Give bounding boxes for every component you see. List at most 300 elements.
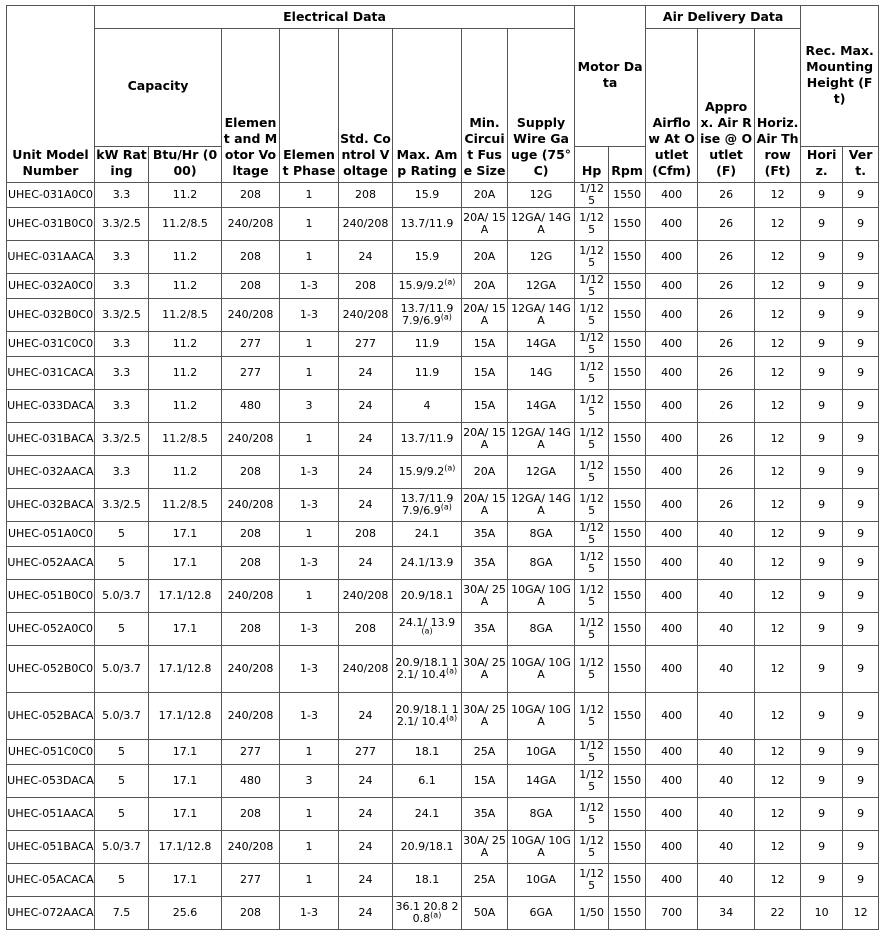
cell-control-voltage-text: 277: [355, 337, 376, 350]
cell-air-throw: [755, 208, 801, 241]
cell-airflow: [646, 646, 698, 693]
cell-mount-horiz: [801, 613, 843, 646]
cell-fuse-size-text: 35A: [473, 556, 496, 569]
cell-air-rise: [698, 693, 755, 740]
footnote-marker: (a): [430, 910, 442, 920]
cell-airflow-text: 400: [661, 709, 683, 722]
cell-air-rise: [698, 522, 755, 547]
cell-airflow-text: 700: [661, 906, 683, 919]
cell-wire-gauge: [508, 646, 575, 693]
cell-phase: [280, 798, 339, 831]
cell-model-number: [7, 864, 95, 897]
cell-kw-rating: [95, 522, 149, 547]
cell-mount-vert: [843, 580, 879, 613]
cell-rpm: [609, 580, 646, 613]
cell-airflow-text: 400: [661, 589, 683, 602]
cell-model-number: [7, 299, 95, 332]
cell-model-number: [7, 522, 95, 547]
cell-max-amp-text: 36.1 20.8 20.8: [395, 900, 459, 925]
cell-airflow: [646, 423, 698, 456]
cell-voltage-text: 208: [240, 188, 261, 201]
cell-airflow: [646, 831, 698, 864]
cell-fuse-size: [462, 613, 508, 646]
cell-rpm-text: 1550: [613, 250, 642, 263]
cell-voltage-text: 240/208: [227, 308, 274, 321]
cell-phase: [280, 299, 339, 332]
cell-btu-hr-text: 11.2: [172, 250, 198, 263]
cell-max-amp-text: 15.9: [414, 188, 440, 201]
cell-control-voltage-text: 24: [358, 807, 373, 820]
cell-btu-hr-text: 25.6: [172, 906, 198, 919]
cell-wire-gauge-text: 10GA/ 10GA: [511, 703, 571, 728]
cell-fuse-size-text: 20A: [473, 250, 496, 263]
cell-air-rise: [698, 580, 755, 613]
cell-mount-horiz: [801, 208, 843, 241]
table-row: [7, 613, 879, 646]
cell-control-voltage: [339, 390, 393, 423]
cell-mount-horiz: [801, 299, 843, 332]
cell-mount-horiz-text: 9: [818, 873, 826, 886]
cell-max-amp: [393, 580, 462, 613]
cell-max-amp: [393, 864, 462, 897]
cell-airflow: [646, 489, 698, 522]
cell-max-amp: [393, 299, 462, 332]
cell-air-throw-text: 12: [770, 432, 785, 445]
cell-airflow-text: 400: [661, 217, 683, 230]
cell-kw-rating: [95, 580, 149, 613]
cell-mount-horiz: [801, 740, 843, 765]
cell-airflow-text: 400: [661, 188, 683, 201]
cell-voltage: [222, 299, 280, 332]
cell-phase-text: 3: [305, 399, 313, 412]
cell-voltage: [222, 547, 280, 580]
cell-fuse-size: [462, 489, 508, 522]
cell-rpm: [609, 765, 646, 798]
cell-kw-rating-text: 5: [118, 527, 125, 540]
cell-airflow-text: 400: [661, 465, 683, 478]
cell-air-throw-text: 12: [770, 465, 785, 478]
cell-fuse-size: [462, 299, 508, 332]
cell-airflow-text: 400: [661, 527, 683, 540]
cell-mount-horiz: [801, 183, 843, 208]
cell-mount-horiz-text: 9: [818, 774, 826, 787]
cell-voltage-text: 240/208: [227, 662, 274, 675]
cell-btu-hr-text: 11.2/8.5: [162, 498, 208, 511]
cell-rpm: [609, 831, 646, 864]
cell-mount-horiz-text: 9: [818, 399, 826, 412]
cell-voltage: [222, 897, 280, 930]
cell-air-throw: [755, 183, 801, 208]
cell-voltage: [222, 798, 280, 831]
cell-max-amp-text: 15.9: [414, 250, 440, 263]
cell-air-throw-text: 12: [770, 774, 785, 787]
cell-hp: [575, 646, 609, 693]
cell-air-rise-text: 26: [719, 188, 734, 201]
cell-max-amp-text: 15.9/9.2: [398, 279, 445, 292]
cell-btu-hr-text: 11.2: [172, 465, 198, 478]
cell-max-amp: [393, 208, 462, 241]
cell-hp-text: 1/125: [579, 182, 604, 207]
header-air-rise: Approx. Air Rise @ Outlet (F): [698, 29, 755, 183]
cell-control-voltage-text: 24: [358, 498, 373, 511]
cell-rpm: [609, 798, 646, 831]
cell-hp: [575, 332, 609, 357]
cell-rpm-text: 1550: [613, 188, 642, 201]
cell-mount-vert: [843, 208, 879, 241]
cell-phase: [280, 332, 339, 357]
cell-btu-hr-text: 17.1/12.8: [158, 709, 212, 722]
cell-control-voltage-text: 24: [358, 556, 373, 569]
table-row: [7, 241, 879, 274]
cell-fuse-size: [462, 423, 508, 456]
cell-fuse-size-text: 30A/ 25A: [463, 656, 506, 681]
cell-fuse-size-text: 30A/ 25A: [463, 703, 506, 728]
cell-control-voltage: [339, 357, 393, 390]
cell-hp-text: 1/125: [579, 492, 604, 517]
cell-voltage-text: 208: [240, 527, 261, 540]
cell-phase: [280, 208, 339, 241]
cell-max-amp-text: 20.9/18.1: [400, 840, 454, 853]
cell-btu-hr: [149, 740, 222, 765]
cell-voltage-text: 208: [240, 250, 261, 263]
cell-max-amp-text: 18.1: [414, 745, 440, 758]
cell-air-throw-text: 22: [770, 906, 785, 919]
cell-btu-hr-text: 17.1/12.8: [158, 840, 212, 853]
cell-hp-text: 1/125: [579, 656, 604, 681]
cell-fuse-size-text: 20A/ 15A: [463, 492, 506, 517]
cell-voltage: [222, 765, 280, 798]
cell-airflow: [646, 456, 698, 489]
cell-phase: [280, 740, 339, 765]
cell-voltage-text: 208: [240, 465, 261, 478]
cell-rpm-text: 1550: [613, 527, 642, 540]
cell-rpm-text: 1550: [613, 279, 642, 292]
cell-hp-text: 1/125: [579, 426, 604, 451]
cell-max-amp: [393, 423, 462, 456]
cell-mount-horiz-text: 9: [818, 337, 826, 350]
cell-fuse-size: [462, 798, 508, 831]
table-row: [7, 332, 879, 357]
cell-airflow-text: 400: [661, 337, 683, 350]
cell-air-throw: [755, 613, 801, 646]
cell-wire-gauge: [508, 547, 575, 580]
cell-kw-rating-text: 3.3/2.5: [102, 308, 141, 321]
cell-control-voltage-text: 24: [358, 432, 373, 445]
cell-phase-text: 1: [305, 337, 313, 350]
cell-air-throw-text: 12: [770, 622, 785, 635]
cell-rpm-text: 1550: [613, 556, 642, 569]
cell-fuse-size: [462, 456, 508, 489]
cell-voltage: [222, 489, 280, 522]
cell-voltage-text: 240/208: [227, 840, 274, 853]
cell-air-rise-text: 26: [719, 432, 734, 445]
cell-wire-gauge: [508, 274, 575, 299]
cell-max-amp-text: 6.1: [418, 774, 436, 787]
cell-phase: [280, 390, 339, 423]
cell-btu-hr: [149, 798, 222, 831]
cell-model-number-text: UHEC-031A0C0: [7, 188, 94, 201]
cell-mount-horiz: [801, 864, 843, 897]
cell-airflow-text: 400: [661, 432, 683, 445]
cell-mount-horiz-text: 9: [818, 807, 826, 820]
cell-voltage-text: 208: [240, 906, 261, 919]
cell-kw-rating: [95, 864, 149, 897]
cell-max-amp-text: 24.1/13.9: [400, 556, 454, 569]
cell-voltage: [222, 580, 280, 613]
cell-hp-text: 1/125: [579, 302, 604, 327]
table-row: [7, 456, 879, 489]
cell-max-amp: [393, 613, 462, 646]
cell-mount-horiz-text: 10: [814, 906, 829, 919]
cell-control-voltage-text: 24: [358, 399, 373, 412]
cell-btu-hr: [149, 208, 222, 241]
cell-mount-horiz-text: 9: [818, 745, 826, 758]
cell-btu-hr: [149, 183, 222, 208]
cell-control-voltage: [339, 798, 393, 831]
cell-voltage-text: 208: [240, 807, 261, 820]
cell-phase-text: 3: [305, 774, 313, 787]
cell-control-voltage: [339, 646, 393, 693]
cell-model-number: [7, 765, 95, 798]
cell-mount-horiz: [801, 357, 843, 390]
cell-model-number: [7, 831, 95, 864]
cell-mount-vert: [843, 646, 879, 693]
cell-mount-vert-text: 9: [857, 622, 865, 635]
cell-wire-gauge: [508, 522, 575, 547]
cell-mount-horiz: [801, 423, 843, 456]
table-row: [7, 693, 879, 740]
cell-mount-horiz: [801, 489, 843, 522]
cell-max-amp-text: 15.9/9.2: [398, 465, 445, 478]
cell-control-voltage: [339, 489, 393, 522]
cell-air-throw: [755, 390, 801, 423]
cell-max-amp: [393, 897, 462, 930]
cell-rpm-text: 1550: [613, 589, 642, 602]
cell-wire-gauge-text: 10GA/ 10GA: [511, 834, 571, 859]
header-hp: Hp: [575, 147, 609, 183]
cell-max-amp: [393, 646, 462, 693]
cell-rpm-text: 1550: [613, 308, 642, 321]
cell-rpm-text: 1550: [613, 873, 642, 886]
cell-air-rise-text: 40: [719, 589, 734, 602]
cell-max-amp-text: 13.7/11.9 7.9/6.9: [400, 302, 454, 327]
cell-rpm-text: 1550: [613, 709, 642, 722]
cell-model-number: [7, 241, 95, 274]
table-row: [7, 423, 879, 456]
cell-kw-rating-text: 3.3: [112, 399, 131, 412]
cell-air-throw-text: 12: [770, 589, 785, 602]
cell-btu-hr-text: 17.1/12.8: [158, 589, 212, 602]
cell-max-amp: [393, 357, 462, 390]
cell-btu-hr-text: 11.2/8.5: [162, 432, 208, 445]
cell-voltage-text: 240/208: [227, 589, 274, 602]
cell-mount-vert-text: 9: [857, 589, 865, 602]
cell-wire-gauge: [508, 798, 575, 831]
cell-btu-hr: [149, 864, 222, 897]
cell-rpm-text: 1550: [613, 622, 642, 635]
cell-hp: [575, 522, 609, 547]
cell-kw-rating-text: 3.3/2.5: [102, 217, 141, 230]
cell-model-number-text: UHEC-032A0C0: [7, 279, 94, 292]
cell-air-throw-text: 12: [770, 873, 785, 886]
cell-mount-horiz: [801, 897, 843, 930]
cell-fuse-size: [462, 831, 508, 864]
cell-fuse-size-text: 20A/ 15A: [463, 302, 506, 327]
table-row: [7, 831, 879, 864]
cell-air-throw: [755, 423, 801, 456]
cell-wire-gauge: [508, 390, 575, 423]
cell-kw-rating-text: 5: [118, 807, 125, 820]
cell-btu-hr: [149, 693, 222, 740]
cell-mount-vert: [843, 897, 879, 930]
cell-air-rise-text: 40: [719, 662, 734, 675]
cell-wire-gauge-text: 12G: [529, 188, 553, 201]
cell-model-number-text: UHEC-05ACACA: [7, 873, 94, 886]
cell-max-amp: [393, 693, 462, 740]
cell-airflow-text: 400: [661, 556, 683, 569]
cell-wire-gauge-text: 14G: [529, 366, 553, 379]
cell-air-rise-text: 26: [719, 465, 734, 478]
cell-airflow-text: 400: [661, 662, 683, 675]
cell-btu-hr: [149, 580, 222, 613]
cell-airflow-text: 400: [661, 745, 683, 758]
cell-air-throw-text: 12: [770, 308, 785, 321]
cell-air-throw-text: 12: [770, 399, 785, 412]
table-row: [7, 183, 879, 208]
cell-air-rise: [698, 547, 755, 580]
cell-airflow-text: 400: [661, 622, 683, 635]
cell-rpm-text: 1550: [613, 337, 642, 350]
cell-kw-rating: [95, 897, 149, 930]
cell-air-throw: [755, 489, 801, 522]
cell-voltage-text: 480: [240, 774, 261, 787]
cell-hp: [575, 423, 609, 456]
cell-fuse-size-text: 35A: [473, 622, 496, 635]
cell-wire-gauge-text: 12GA/ 14GA: [511, 302, 571, 327]
cell-wire-gauge-text: 14GA: [526, 774, 557, 787]
cell-fuse-size: [462, 183, 508, 208]
cell-hp-text: 1/125: [579, 360, 604, 385]
cell-hp-text: 1/125: [579, 583, 604, 608]
cell-air-throw: [755, 765, 801, 798]
cell-airflow-text: 400: [661, 774, 683, 787]
cell-kw-rating: [95, 332, 149, 357]
cell-mount-vert-text: 9: [857, 250, 865, 263]
cell-air-throw-text: 12: [770, 217, 785, 230]
cell-fuse-size-text: 15A: [473, 337, 496, 350]
cell-air-rise: [698, 390, 755, 423]
cell-voltage-text: 277: [240, 873, 261, 886]
cell-model-number: [7, 357, 95, 390]
cell-airflow: [646, 357, 698, 390]
cell-rpm-text: 1550: [613, 807, 642, 820]
cell-wire-gauge: [508, 489, 575, 522]
cell-model-number-text: UHEC-033DACA: [7, 399, 94, 412]
cell-voltage: [222, 613, 280, 646]
cell-mount-horiz: [801, 831, 843, 864]
cell-fuse-size: [462, 241, 508, 274]
cell-fuse-size: [462, 897, 508, 930]
cell-phase-text: 1-3: [300, 279, 318, 292]
specifications-table: [6, 5, 879, 930]
cell-mount-horiz-text: 9: [818, 188, 826, 201]
cell-phase: [280, 864, 339, 897]
cell-wire-gauge: [508, 332, 575, 357]
cell-mount-horiz: [801, 646, 843, 693]
cell-rpm-text: 1550: [613, 840, 642, 853]
cell-phase-text: 1-3: [300, 498, 318, 511]
cell-mount-vert: [843, 241, 879, 274]
cell-btu-hr-text: 17.1: [172, 774, 198, 787]
header-element-phase: Element Phase: [280, 29, 339, 183]
cell-rpm-text: 1550: [613, 498, 642, 511]
cell-voltage: [222, 332, 280, 357]
cell-wire-gauge-text: 10GA/ 10GA: [511, 656, 571, 681]
cell-hp: [575, 208, 609, 241]
cell-kw-rating-text: 5: [118, 774, 125, 787]
cell-rpm: [609, 613, 646, 646]
cell-rpm-text: 1550: [613, 432, 642, 445]
cell-mount-horiz-text: 9: [818, 662, 826, 675]
cell-hp: [575, 798, 609, 831]
cell-mount-horiz-text: 9: [818, 465, 826, 478]
cell-wire-gauge-text: 10GA/ 10GA: [511, 583, 571, 608]
cell-rpm: [609, 864, 646, 897]
cell-air-throw: [755, 241, 801, 274]
cell-control-voltage-text: 24: [358, 873, 373, 886]
cell-kw-rating-text: 7.5: [112, 906, 131, 919]
cell-hp: [575, 357, 609, 390]
cell-air-rise: [698, 299, 755, 332]
cell-rpm: [609, 693, 646, 740]
cell-voltage-text: 240/208: [227, 498, 274, 511]
cell-rpm: [609, 423, 646, 456]
cell-fuse-size-text: 20A: [473, 188, 496, 201]
cell-air-throw: [755, 580, 801, 613]
cell-airflow: [646, 798, 698, 831]
cell-btu-hr: [149, 897, 222, 930]
cell-airflow: [646, 208, 698, 241]
cell-phase: [280, 646, 339, 693]
cell-voltage: [222, 241, 280, 274]
cell-hp-text: 1/125: [579, 273, 604, 298]
cell-kw-rating-text: 3.3: [112, 337, 131, 350]
cell-phase: [280, 897, 339, 930]
cell-mount-horiz-text: 9: [818, 840, 826, 853]
cell-btu-hr: [149, 332, 222, 357]
cell-model-number: [7, 332, 95, 357]
cell-air-rise: [698, 274, 755, 299]
cell-model-number-text: UHEC-032BACA: [7, 498, 94, 511]
cell-max-amp-text: 18.1: [414, 873, 440, 886]
cell-btu-hr-text: 17.1: [172, 873, 198, 886]
cell-mount-vert-text: 9: [857, 807, 865, 820]
cell-air-rise: [698, 831, 755, 864]
cell-rpm-text: 1550: [613, 399, 642, 412]
footnote-marker: (a): [421, 626, 433, 636]
cell-voltage: [222, 423, 280, 456]
cell-voltage: [222, 522, 280, 547]
cell-fuse-size: [462, 740, 508, 765]
cell-air-rise: [698, 357, 755, 390]
cell-air-throw-text: 12: [770, 840, 785, 853]
cell-air-throw: [755, 332, 801, 357]
cell-model-number: [7, 646, 95, 693]
cell-max-amp: [393, 390, 462, 423]
cell-btu-hr-text: 17.1/12.8: [158, 662, 212, 675]
cell-btu-hr-text: 17.1: [172, 556, 198, 569]
footnote-marker: (a): [446, 666, 458, 676]
